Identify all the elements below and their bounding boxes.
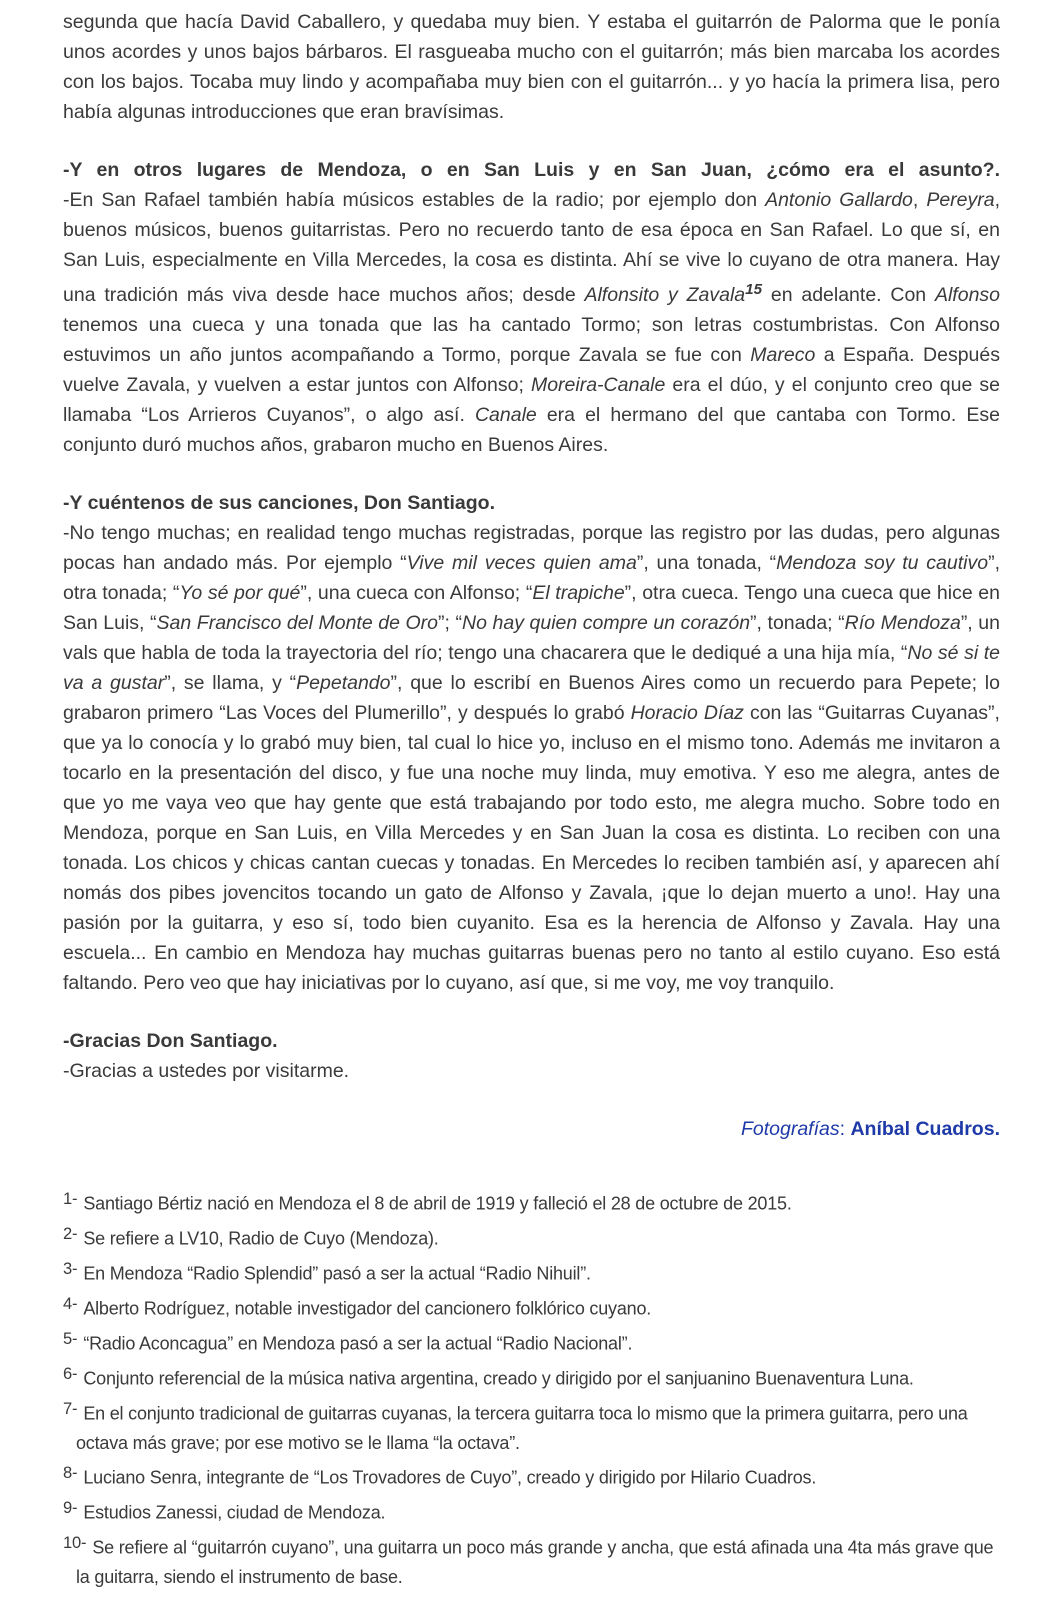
text-segment: era el hermano del que cantaba con Tormo. Ese conjunto duró muchos años, grabaron mucho en Buenos Aires. bbox=[63, 403, 1000, 456]
text-segment: era el dúo, y el conjunto creo que se llamaba “Los Arrieros Cuyanos”, o algo así. bbox=[63, 373, 1000, 426]
text-segment: Alfonso bbox=[934, 283, 1001, 306]
footnote-text: Luciano Senra, integrante de “Los Trovadores de Cuyo”, creado y dirigido por Hilario Cuadros. bbox=[83, 1467, 817, 1488]
footnote-text: “Radio Aconcagua” en Mendoza pasó a ser la actual “Radio Nacional”. bbox=[83, 1333, 633, 1354]
answer-paragraph bbox=[63, 1056, 1000, 1086]
footnote-marker: 10- bbox=[63, 1532, 87, 1552]
question-paragraph bbox=[63, 155, 1000, 185]
text-segment: ”, se llama, y “ bbox=[164, 671, 297, 694]
text-segment: en adelante. Con bbox=[762, 283, 935, 306]
text-segment: -Y cuéntenos de sus canciones, Don Santiago. bbox=[63, 491, 495, 514]
footnote-text: Se refiere al “guitarrón cuyano”, una guitarra un poco más grande y ancha, que está afinada una 4ta más grave que la guitarra, siendo el instrumento de base. bbox=[76, 1537, 994, 1587]
text-segment: Yo sé por qué bbox=[179, 581, 301, 604]
footnote-text: Alberto Rodríguez, notable investigador del cancionero folklórico cuyano. bbox=[83, 1298, 652, 1319]
footnote-marker: 9- bbox=[63, 1497, 78, 1517]
text-segment: Mendoza soy tu cautivo bbox=[776, 551, 989, 574]
footnote-marker: 2- bbox=[63, 1223, 78, 1243]
footnote bbox=[63, 1324, 1000, 1359]
question-paragraph bbox=[63, 1026, 1000, 1056]
footnote-marker: 6- bbox=[63, 1363, 78, 1383]
text-segment: ”, un vals que habla de toda la trayectoria del río; tengo una chacarera que le dediqué a una hija mía, “ bbox=[63, 611, 1000, 664]
footnote-text: Estudios Zanessi, ciudad de Mendoza. bbox=[83, 1502, 386, 1523]
text-segment: Canale bbox=[474, 403, 537, 426]
text-segment: -En San Rafael también había músicos estables de la radio; por ejemplo don bbox=[63, 189, 766, 211]
footnote bbox=[63, 1528, 1000, 1592]
photo-credit bbox=[63, 1114, 1000, 1144]
text-segment: Pereyra bbox=[926, 189, 995, 211]
text-segment: ”, una cueca con Alfonso; “ bbox=[300, 581, 533, 604]
text-segment: segunda que hacía David Caballero, y quedaba muy bien. Y estaba el guitarrón de Palorma que le ponía unos acordes y unos bajos bárbaros. El rasgueaba mucho con el guitarrón; más bien marcaba los acordes con los bajos. Tocaba muy lindo y acompañaba muy bien con el guitarrón... y yo hacía la primera lisa, pero había algunas introducciones que eran bravísimas. bbox=[63, 11, 1000, 123]
footnote-marker: 1- bbox=[63, 1188, 78, 1208]
text-segment: -Gracias a ustedes por visitarme. bbox=[63, 1059, 350, 1082]
footnote-marker: 4- bbox=[63, 1293, 78, 1313]
footnotes-section bbox=[63, 1184, 1000, 1593]
text-segment: San Francisco del Monte de Oro bbox=[156, 611, 439, 634]
text-segment: ”, otra cueca. Tengo una cueca que hice en San Luis, “ bbox=[63, 581, 1000, 634]
text-segment: Vive mil veces quien ama bbox=[406, 551, 637, 574]
photo-credit-separator: : bbox=[839, 1117, 851, 1140]
footnote bbox=[63, 1254, 1000, 1289]
footnote bbox=[63, 1359, 1000, 1394]
text-segment: ”, una tonada, “ bbox=[636, 551, 777, 574]
question-paragraph bbox=[63, 488, 1000, 518]
text-segment: ”, tonada; “ bbox=[750, 611, 845, 634]
text-segment: Río Mendoza bbox=[844, 611, 961, 634]
text-segment: No sé si te va a gustar bbox=[63, 641, 1000, 694]
answer-paragraph bbox=[63, 7, 1000, 127]
text-segment: Antonio Gallardo bbox=[765, 189, 913, 211]
text-segment: El trapiche bbox=[532, 581, 625, 604]
text-segment: Pepetando bbox=[296, 671, 391, 694]
text-segment: , buenos músicos, buenos guitarristas. Pero no recuerdo tanto de esa época en San Rafael. Lo que sí, en San Luis, especialmente en Villa Mercedes, la cosa es distinta. Ahí se vive lo cuyano de otra manera. Hay una tradición más viva desde hace muchos años; desde bbox=[63, 189, 1001, 306]
footnote-marker: 8- bbox=[63, 1463, 78, 1483]
interview-text bbox=[63, 7, 1000, 1086]
footnote-text: En el conjunto tradicional de guitarras cuyanas, la tercera guitarra toca lo mismo que la primera guitarra, pero una octava más grave; por ese motivo se le llama “la octava”. bbox=[76, 1403, 968, 1453]
text-segment: ”, otra tonada; “ bbox=[63, 551, 1001, 604]
text-segment: tenemos una cueca y una tonada que las ha cantado Tormo; son letras costumbristas. Con Alfonso estuvimos un año juntos acompañando a Tormo, porque Zavala se fue con bbox=[63, 313, 1000, 366]
footnote bbox=[63, 1458, 1000, 1493]
answer-paragraph bbox=[63, 185, 1000, 460]
text-segment: Horacio Díaz bbox=[630, 701, 744, 724]
text-segment: -No tengo muchas; en realidad tengo muchas registradas, porque las registro por las dudas, pero algunas pocas han andado más. Por ejemplo “ bbox=[63, 521, 1000, 574]
footnote-text: Conjunto referencial de la música nativa argentina, creado y dirigido por el sanjuanino Buenaventura Luna. bbox=[83, 1368, 914, 1389]
footnote-reference: 15 bbox=[745, 281, 763, 298]
photo-credit-label: Fotografías bbox=[740, 1117, 840, 1140]
footnote bbox=[63, 1493, 1000, 1528]
answer-paragraph bbox=[63, 518, 1000, 998]
text-segment: con las “Guitarras Cuyanas”, que ya lo conocía y lo grabó muy bien, tal cual lo hice yo, incluso en el mismo tono. Además me invitaron a tocarlo en la presentación del disco, y fue una noche muy linda, muy emotiva. Y eso me alegra, antes de que yo me vaya veo que hay gente que está trabajando por todo esto, me alegra mucho. Sobre todo en Mendoza, porque en San Luis, en Villa Mercedes y en San Juan la cosa es distinta. Lo reciben con una tonada. Los chicos y chicas cantan cuecas y tonadas. En Mercedes lo reciben también así, y aparecen ahí nomás dos pibes jovencitos tocando un gato de Alfonso y Zavala, ¡que lo dejan muerto a uno!. Hay una pasión por la guitarra, y eso sí, todo bien cuyanito. Esa es la herencia de Alfonso y Zavala. Hay una escuela... En cambio en Mendoza hay muchas guitarras buenas pero no tanto al estilo cuyano. Eso está faltando. Pero veo que hay iniciativas por lo cuyano, así que, si me voy, me voy tranquilo. bbox=[63, 701, 1000, 994]
footnote bbox=[63, 1289, 1000, 1324]
text-segment: Alfonsito y Zavala bbox=[584, 283, 746, 306]
text-segment: -Y en otros lugares de Mendoza, o en San Luis y en San Juan, ¿cómo era el asunto?. bbox=[63, 159, 1000, 181]
text-segment: , bbox=[912, 189, 927, 211]
footnote-text: Santiago Bértiz nació en Mendoza el 8 de abril de 1919 y falleció el 28 de octubre de 2015. bbox=[83, 1193, 792, 1214]
text-segment: No hay quien compre un corazón bbox=[462, 611, 751, 634]
footnote-marker: 5- bbox=[63, 1328, 78, 1348]
footnote-text: En Mendoza “Radio Splendid” pasó a ser la actual “Radio Nihuil”. bbox=[83, 1263, 591, 1284]
footnote bbox=[63, 1184, 1000, 1219]
footnote bbox=[63, 1219, 1000, 1254]
text-segment: ”, que lo escribí en Buenos Aires como un recuerdo para Pepete; lo grabaron primero “Las Voces del Plumerillo”, y después lo grabó bbox=[63, 671, 1000, 724]
text-segment: -Gracias Don Santiago. bbox=[63, 1029, 278, 1052]
footnote-text: Se refiere a LV10, Radio de Cuyo (Mendoza). bbox=[83, 1228, 439, 1249]
footnote-marker: 3- bbox=[63, 1258, 78, 1278]
photo-credit-name: Aníbal Cuadros. bbox=[850, 1117, 1000, 1140]
text-segment: Mareco bbox=[750, 343, 816, 366]
text-segment: a España. Después vuelve Zavala, y vuelven a estar juntos con Alfonso; bbox=[63, 343, 1000, 396]
footnote-marker: 7- bbox=[63, 1398, 78, 1418]
text-segment: Moreira-Canale bbox=[530, 373, 666, 396]
text-segment: ”; “ bbox=[438, 611, 463, 634]
footnote bbox=[63, 1394, 1000, 1458]
